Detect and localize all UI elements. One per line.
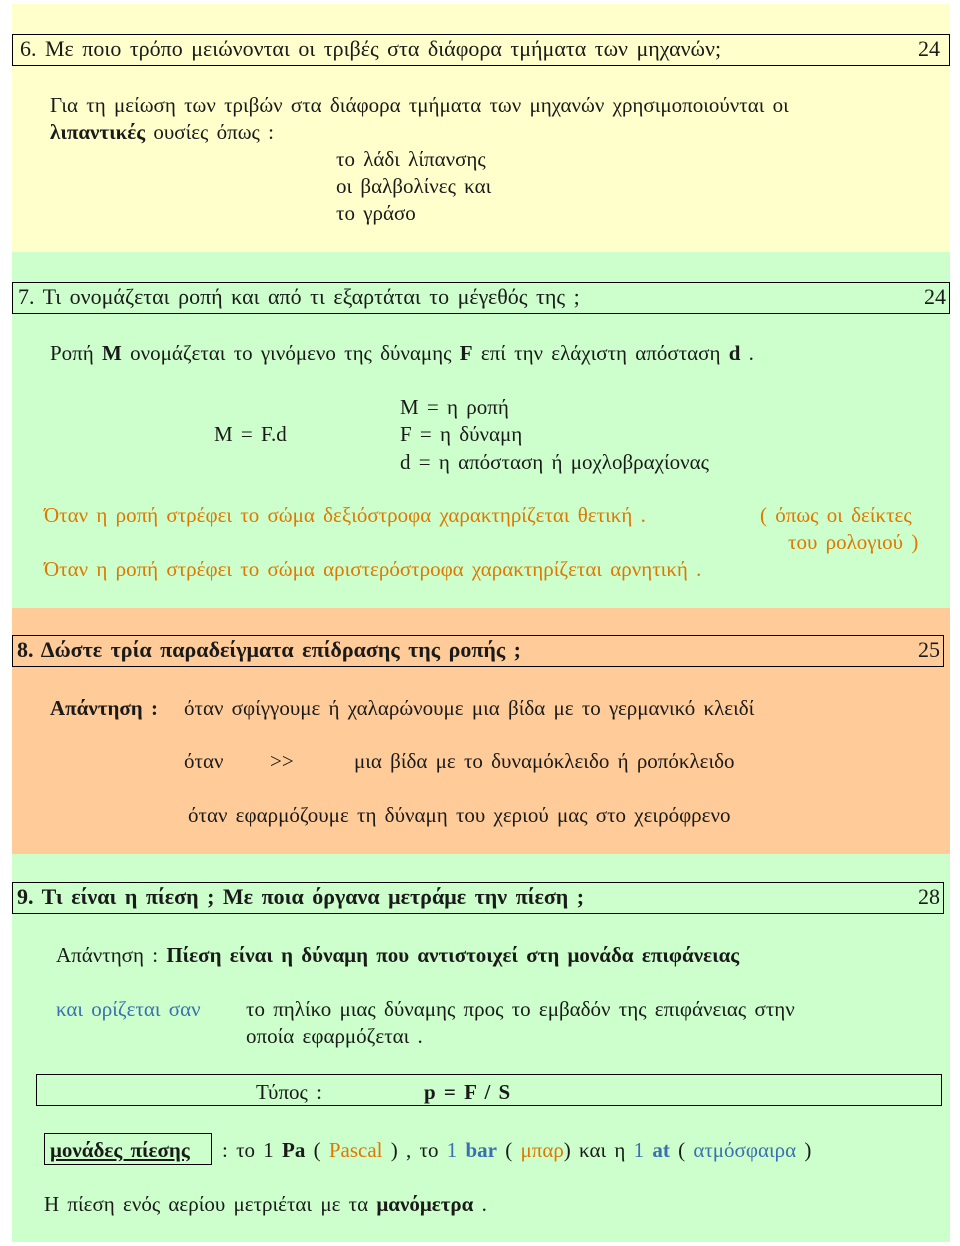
q6-line1: Για τη μείωση των τριβών στα διάφορα τμήματα των μηχανών χρησιμοποιούνται οι xyxy=(50,93,789,117)
q9-units-label: μονάδες πίεσης xyxy=(50,1138,190,1162)
q8-title: 8. Δώστε τρία παραδείγματα επίδρασης της ροπής ; xyxy=(17,637,521,662)
q7-positive: Όταν η ροπή στρέφει το σώμα δεξιόστροφα χαρακτηρίζεται θετική . xyxy=(44,503,646,527)
q8-example-2-ditto: >> xyxy=(270,749,294,773)
q7-clock-2: του ρολογιού ) xyxy=(788,530,919,554)
q7-legend-m: Μ = η ροπή xyxy=(400,395,509,419)
q8-answer-label: Απάντηση : xyxy=(50,696,158,720)
q6-title: 6. Με ποιο τρόπο μειώνονται οι τριβές στα διάφορα τμήματα των μηχανών; xyxy=(20,36,722,61)
q8-example-3: όταν εφαρμόζουμε τη δύναμη του χεριού μας στο χειρόφρενο xyxy=(188,803,731,827)
q8-page: 25 xyxy=(918,637,940,662)
q9-manometers: μανόμετρα xyxy=(376,1192,474,1216)
q7-title: 7. Τι ονομάζεται ροπή και από τι εξαρτάται το μέγεθός της ; xyxy=(18,284,580,309)
q7-clock-1: ( όπως οι δείκτες xyxy=(760,503,912,527)
q6-item-1: το λάδι λίπανσης xyxy=(336,147,486,171)
q7-legend-d: d = η απόσταση ή μοχλοβραχίονας xyxy=(400,450,709,474)
q9-defined-text-1: το πηλίκο μιας δύναμης προς το εμβαδόν της επιφάνειας στην xyxy=(246,997,795,1021)
q7-legend-f: F = η δύναμη xyxy=(400,422,523,446)
q9-units-line: : το 1 Pa ( Pascal ) , το 1 bar ( μπαρ) και η 1 at ( ατμόσφαιρα ) xyxy=(222,1138,812,1162)
q9-answer-label: Απάντηση : xyxy=(56,943,167,967)
q9-page: 28 xyxy=(918,884,940,909)
q7-definition: Ροπή Μ ονομάζεται το γινόμενο της δύναμης F επί την ελάχιστη απόσταση d . xyxy=(50,341,754,365)
q9-defined-as: και ορίζεται σαν xyxy=(56,997,201,1021)
q9-formula-label: Τύπος : xyxy=(256,1080,322,1104)
q9-answer xyxy=(56,942,739,968)
q6-line2: λιπαντικές ουσίες όπως : xyxy=(50,120,274,144)
q9-defined-text-2: οποία εφαρμόζεται . xyxy=(246,1024,423,1048)
q7-page: 24 xyxy=(924,284,946,309)
q6-item-2: οι βαλβολίνες και xyxy=(336,174,492,198)
q7-negative: Όταν η ροπή στρέφει το σώμα αριστερόστροφα χαρακτηρίζεται αρνητική . xyxy=(44,557,702,581)
q9-formula: p = F / S xyxy=(424,1080,511,1104)
q6-lubricants: λιπαντικές xyxy=(50,120,146,144)
q8-example-2-rest: μια βίδα με το δυναμόκλειδο ή ροπόκλειδο xyxy=(354,749,735,773)
q9-title: 9. Τι είναι η πίεση ; Με ποια όργανα μετράμε την πίεση ; xyxy=(17,884,585,909)
q6-item-3: το γράσο xyxy=(336,201,416,225)
q9-gauges: Η πίεση ενός αερίου μετριέται με τα μανόμετρα . xyxy=(44,1192,487,1216)
q9-answer-definition: Πίεση είναι η δύναμη που αντιστοιχεί στη μονάδα επιφάνειας xyxy=(166,943,740,967)
q6-page: 24 xyxy=(918,36,940,61)
q8-example-1: όταν σφίγγουμε ή χαλαρώνουμε μια βίδα με το γερμανικό κλειδί xyxy=(184,696,755,720)
q7-formula: Μ = F.d xyxy=(214,422,287,446)
q8-example-2-start: όταν xyxy=(184,749,224,773)
